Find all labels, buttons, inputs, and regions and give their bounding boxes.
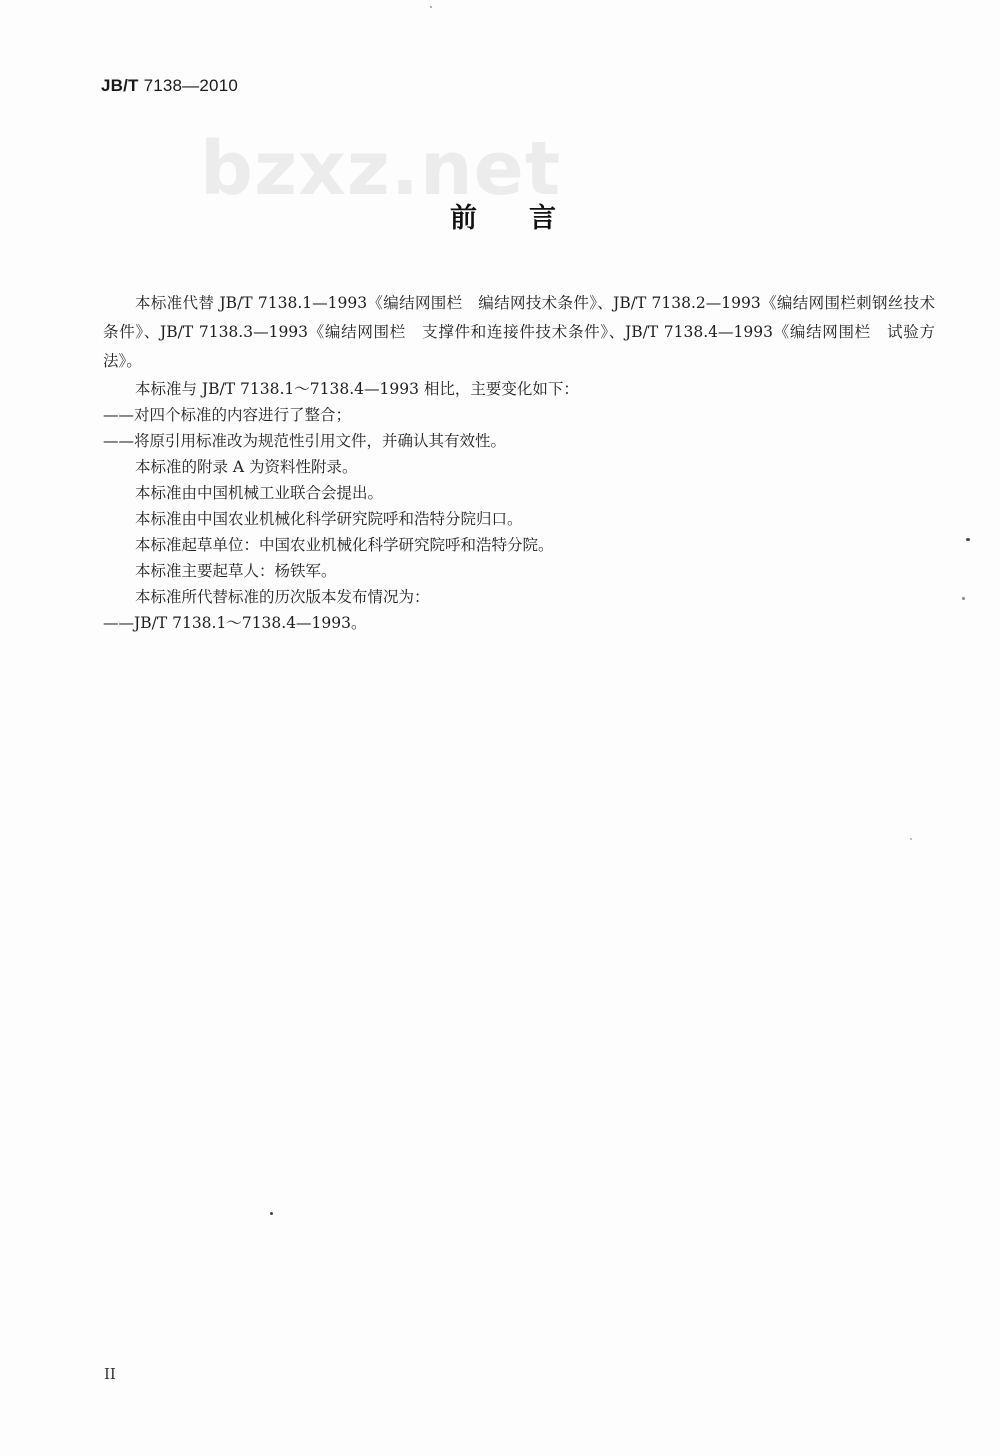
- scan-speck: [430, 6, 432, 8]
- page-title: 前言: [450, 203, 608, 234]
- scan-speck: [962, 597, 965, 600]
- history-item-1: ——JB/T 7138.1～7138.4—1993。: [103, 614, 367, 632]
- main-drafter-paragraph: 本标准主要起草人：杨铁军。: [135, 562, 337, 580]
- intro-paragraph: 本标准代替 JB/T 7138.1—1993《编结网围栏 编结网技术条件》、JB/T 7138.2—1993《编结网围栏刺钢丝技术条件》、JB/T 7138.3—1993《编结网围栏 支撑件和连接件技术条件》、JB/T 7138.4—1993《编结网围栏 试验方法》。: [103, 294, 935, 370]
- drafting-unit-paragraph: 本标准起草单位：中国农业机械化科学研究院呼和浩特分院。: [135, 536, 554, 554]
- proposed-by-paragraph: 本标准由中国机械工业联合会提出。: [135, 484, 384, 502]
- managed-by-paragraph: 本标准由中国农业机械化科学研究院呼和浩特分院归口。: [135, 510, 523, 528]
- history-intro-paragraph: 本标准所代替标准的历次版本发布情况为：: [135, 588, 430, 606]
- foreword-body: [103, 289, 935, 636]
- standard-code-header: [101, 76, 238, 96]
- scan-speck: [910, 838, 912, 840]
- appendix-paragraph: 本标准的附录 A 为资料性附录。: [135, 458, 358, 476]
- standard-code-number: 7138—2010: [138, 76, 239, 95]
- standard-code-prefix: JB/T: [101, 76, 139, 95]
- scan-speck: [966, 538, 970, 541]
- change-item-1: ——对四个标准的内容进行了整合；: [103, 406, 352, 424]
- change-item-2: ——将原引用标准改为规范性引用文件，并确认其有效性。: [103, 432, 507, 450]
- scan-speck: [270, 1212, 273, 1215]
- page-number: II: [104, 1365, 116, 1383]
- watermark: bzxz.net: [200, 126, 562, 212]
- changes-intro-paragraph: 本标准与 JB/T 7138.1～7138.4—1993 相比，主要变化如下：: [135, 380, 579, 398]
